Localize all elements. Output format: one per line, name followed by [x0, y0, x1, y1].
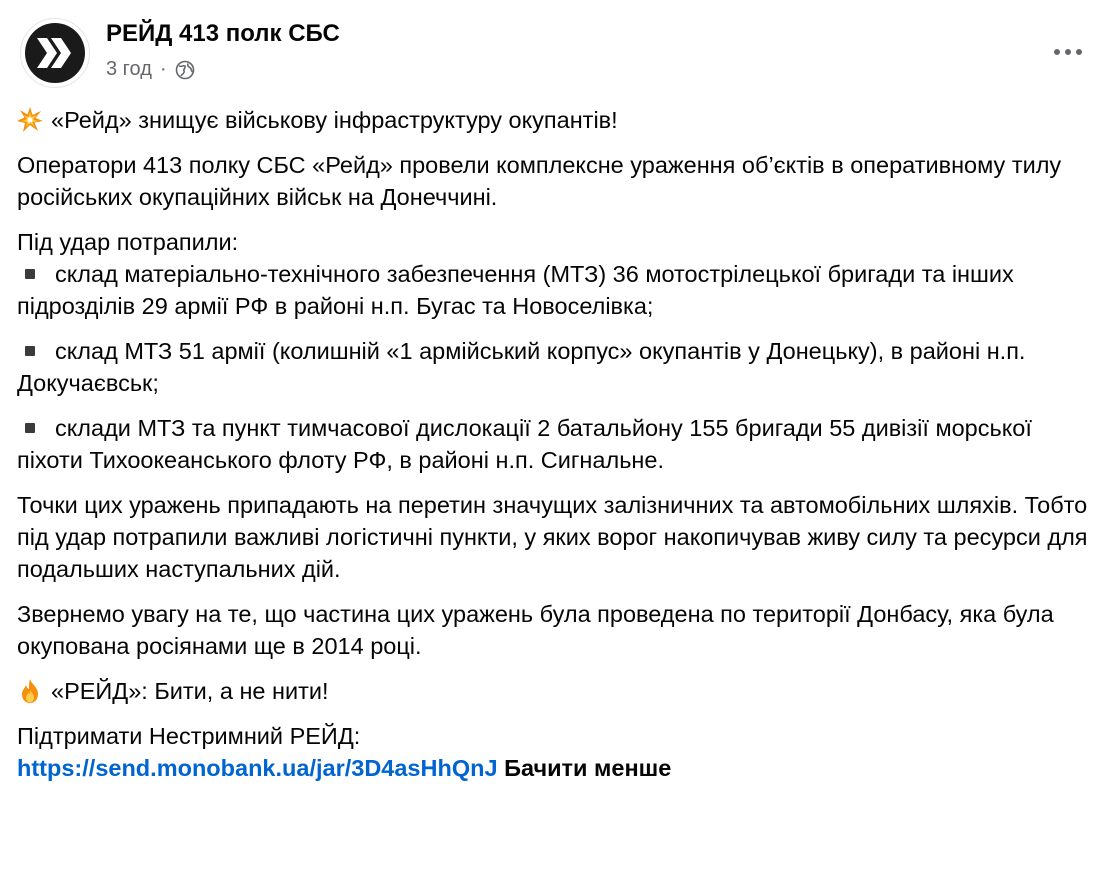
list-item: склад матеріально-технічного забезпечення (МТЗ) 36 мотострілецької бригади та інших підрозділів 29 армії РФ в районі н.п. Бугас та Новоселівка;: [17, 261, 1014, 319]
more-options-button[interactable]: [1046, 34, 1090, 70]
support-label: Підтримати Нестримний РЕЙД:: [17, 723, 361, 749]
slogan-text: «РЕЙД»: Бити, а не нити!: [51, 678, 329, 704]
collision-emoji-icon: [17, 107, 43, 133]
post-time[interactable]: 3 год: [106, 58, 152, 80]
support-block: [17, 720, 1092, 784]
page-avatar[interactable]: [20, 18, 90, 88]
paragraph-points: Точки цих уражень припадають на перетин значущих залізничних та автомобільних шляхів. Тобто під удар потрапили важливі логістичні пункти, у яких ворог накопичував живу силу та ресурси для подальших наступальних дій.: [17, 492, 1088, 582]
post-intro: Оператори 413 полку СБС «Рейд» провели комплексне ураження об’єктів в оперативному тилу російських окупаційних військ на Донеччині.: [17, 152, 1062, 210]
page-name[interactable]: РЕЙД 413 полк СБС: [106, 20, 340, 47]
bullet-square-icon: [25, 269, 35, 279]
double-chevron-logo-icon: [25, 23, 85, 83]
post-meta: [106, 58, 195, 81]
more-horizontal-icon: [1054, 49, 1060, 55]
list-item: склад МТЗ 51 армії (колишній «1 армійський корпус» окупантів у Донецьку), в районі н.п. Докучаєвськ;: [17, 338, 1026, 396]
support-link[interactable]: https://send.monobank.ua/jar/3D4asHhQnJ: [17, 755, 498, 781]
see-less-button[interactable]: Бачити менше: [504, 755, 672, 781]
post-headline: [17, 104, 1092, 136]
fire-emoji-icon: [17, 678, 43, 704]
list-intro: Під удар потрапили:: [17, 229, 239, 255]
globe-icon[interactable]: [175, 60, 195, 80]
meta-separator: ·: [159, 58, 167, 80]
bullet-square-icon: [25, 346, 35, 356]
paragraph-note: Звернемо увагу на те, що частина цих уражень була проведена по території Донбасу, яка була окупована росіянами ще в 2014 році.: [17, 601, 1054, 659]
list-item: склади МТЗ та пункт тимчасової дислокації 2 батальйону 155 бригади 55 дивізії морської піхоти Тихоокеанського флоту РФ, в районі н.п. Сигнальне.: [17, 415, 1032, 473]
post-header: [20, 18, 1090, 88]
headline-text: «Рейд» знищує військову інфраструктуру окупантів!: [51, 107, 618, 133]
post-body: [17, 104, 1092, 797]
post-slogan: [17, 675, 1092, 707]
bullet-square-icon: [25, 423, 35, 433]
